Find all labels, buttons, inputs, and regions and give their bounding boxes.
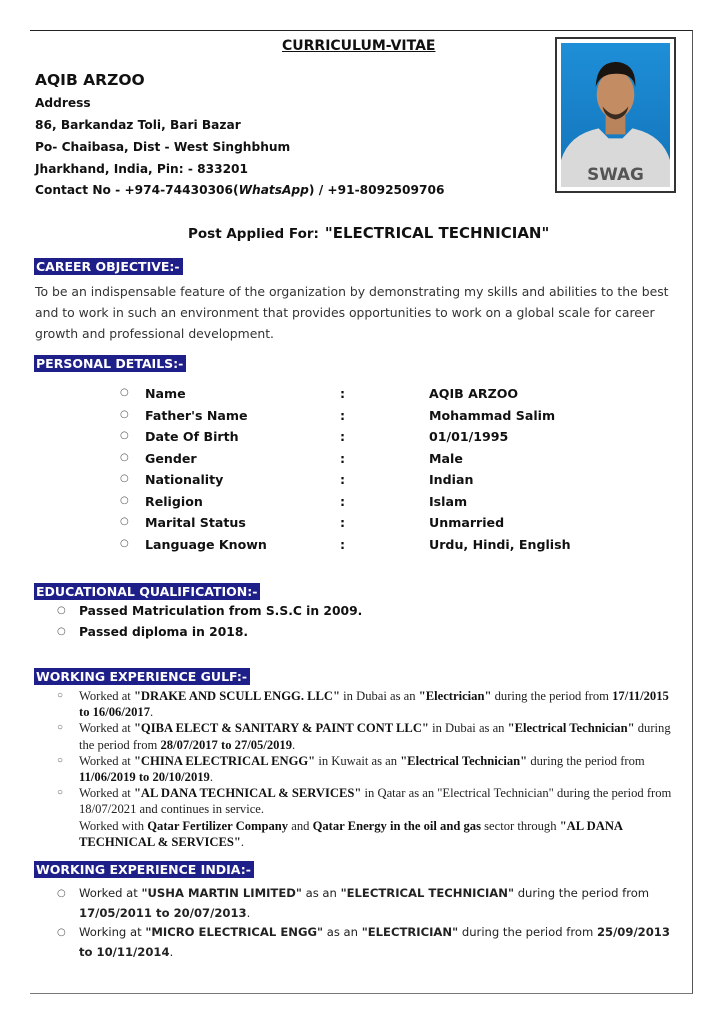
detail-value: 01/01/1995: [429, 429, 509, 444]
india-experience-list: [57, 884, 682, 962]
bullet-icon: ○: [57, 787, 64, 799]
plain-text: .: [209, 770, 213, 785]
detail-label: Nationality: [145, 472, 224, 487]
plain-text: Worked at: [79, 886, 142, 900]
plain-text: in Qatar as an "Electrical Technician" during the period from 18/07/2021 and continues in service.: [79, 786, 672, 817]
plain-text: Worked at: [79, 786, 134, 801]
gulf-experience-list: [57, 688, 682, 850]
photo-shirt-text: SWAG: [587, 164, 644, 185]
detail-label: Gender: [145, 450, 197, 466]
plain-text: as an: [323, 925, 362, 939]
detail-value: Mohammad Salim: [429, 407, 556, 423]
gulf-experience-item: [57, 753, 682, 785]
contact-prefix: Contact No - +974-74430306(: [35, 183, 239, 197]
candidate-name: AQIB ARZOO: [35, 71, 145, 89]
bullet-icon: ○: [120, 516, 129, 527]
detail-colon: :: [340, 515, 346, 530]
detail-colon: :: [340, 407, 346, 423]
emphasis-text: 17/05/2011 to 20/07/2013: [79, 905, 247, 920]
address-line-2: Po- Chaibasa, Dist - West Singhbhum: [35, 140, 291, 154]
bullet-icon: ○: [120, 473, 129, 484]
emphasis-text: "DRAKE AND SCULL ENGG. LLC": [133, 689, 341, 703]
detail-value: Unmarried: [429, 515, 505, 530]
personal-detail-row: [120, 537, 600, 559]
bullet-icon: ○: [120, 408, 129, 420]
detail-value: AQIB ARZOO: [429, 386, 519, 401]
detail-label: Language Known: [145, 536, 267, 552]
plain-text: Worked at: [79, 689, 134, 703]
bullet-icon: ○: [120, 537, 129, 549]
address-line-3: Jharkhand, India, Pin: - 833201: [35, 162, 249, 176]
personal-detail-row: [120, 472, 600, 494]
emphasis-text: Qatar Energy in the oil and gas: [312, 818, 481, 833]
plain-text: .: [240, 834, 245, 849]
personal-detail-row: [120, 386, 600, 408]
detail-value: Male: [429, 450, 463, 466]
plain-text: and: [288, 818, 313, 833]
detail-colon: :: [340, 493, 346, 509]
contact-whatsapp: WhatsApp: [238, 183, 309, 197]
emphasis-text: Qatar Fertilizer Company: [147, 818, 289, 833]
contact-line: [35, 183, 444, 197]
career-objective-text: To be an indispensable feature of the organization by demonstrating my skills and abilities to the best and to work in such an environment that provides opportunities to work on a global scale for career growth and professional development.: [35, 284, 669, 341]
plain-text: in Dubai as an: [428, 721, 508, 736]
plain-text: .: [246, 905, 251, 920]
detail-label: Marital Status: [145, 515, 246, 530]
plain-text: during the period from: [527, 753, 645, 768]
emphasis-text: "AL DANA TECHNICAL & SERVICES": [133, 786, 362, 801]
plain-text: Working at: [79, 925, 146, 939]
bullet-icon: ○: [120, 387, 129, 398]
emphasis-text: "ELECTRICAL TECHNICIAN": [340, 886, 515, 900]
india-experience-heading: WORKING EXPERIENCE INDIA:-: [34, 861, 254, 878]
personal-detail-row: [120, 408, 600, 430]
detail-value: Islam: [429, 493, 468, 509]
detail-colon: :: [340, 429, 346, 444]
plain-text: sector through: [480, 818, 560, 833]
gulf-experience-item: [57, 688, 682, 720]
plain-text: as an: [301, 886, 341, 900]
post-value: "ELECTRICAL TECHNICIAN": [324, 224, 550, 242]
plain-text: Worked at: [79, 753, 134, 768]
personal-details-heading: PERSONAL DETAILS:-: [34, 355, 186, 372]
bullet-icon: ○: [120, 430, 129, 441]
personal-detail-row: [120, 429, 600, 451]
detail-colon: :: [340, 536, 346, 552]
emphasis-text: "Electrical Technician": [507, 721, 635, 736]
emphasis-text: "CHINA ELECTRICAL ENGG": [133, 753, 316, 768]
detail-label: Date Of Birth: [145, 429, 239, 444]
plain-text: in Dubai as an: [340, 689, 419, 703]
personal-detail-row: [120, 494, 600, 516]
personal-detail-row: [120, 515, 600, 537]
emphasis-text: 25/09/2013 to 10/11/2014: [79, 925, 670, 959]
india-experience-item: [57, 884, 682, 923]
gulf-experience-heading: WORKING EXPERIENCE GULF:-: [34, 668, 250, 685]
detail-colon: :: [340, 386, 346, 401]
gulf-experience-extra: [57, 818, 682, 850]
bullet-icon: ○: [120, 494, 129, 506]
personal-detail-row: [120, 451, 600, 473]
personal-details-list: [120, 386, 600, 558]
bullet-icon: ○: [120, 451, 129, 463]
emphasis-text: "AL DANA TECHNICAL & SERVICES": [79, 818, 623, 849]
detail-colon: :: [340, 450, 346, 466]
bullet-icon: ○: [57, 927, 66, 938]
education-text: Passed diploma in 2018.: [79, 625, 249, 639]
plain-text: .: [169, 944, 174, 959]
education-heading: EDUCATIONAL QUALIFICATION:-: [34, 583, 260, 600]
plain-text: during the period from: [514, 886, 650, 900]
plain-text: during the period from: [79, 721, 671, 752]
emphasis-text: 17/11/2015 to 16/06/2017: [79, 689, 669, 720]
plain-text: during the period from: [458, 925, 597, 939]
emphasis-text: "Electrical Technician": [400, 753, 528, 768]
india-experience-item: [57, 923, 682, 962]
emphasis-text: "USHA MARTIN LIMITED": [141, 886, 302, 900]
plain-text: .: [150, 705, 154, 720]
plain-text: during the period from: [491, 689, 613, 703]
address-line-1: 86, Barkandaz Toli, Bari Bazar: [35, 118, 241, 132]
contact-suffix: ) / +91-8092509706: [308, 183, 445, 197]
post-label: Post Applied For:: [188, 226, 319, 242]
detail-value: Urdu, Hindi, English: [429, 536, 571, 552]
bullet-icon: ○: [57, 722, 64, 734]
career-objective-heading: CAREER OBJECTIVE:-: [34, 258, 183, 275]
detail-colon: :: [340, 472, 346, 487]
emphasis-text: "MICRO ELECTRICAL ENGG": [145, 925, 324, 939]
bullet-icon: ○: [57, 888, 66, 899]
emphasis-text: 11/06/2019 to 20/10/2019: [79, 770, 210, 785]
plain-text: Worked with: [79, 818, 148, 833]
post-applied: [188, 224, 549, 242]
bullet-icon: ○: [57, 690, 64, 701]
emphasis-text: 28/07/2017 to 27/05/2019: [160, 737, 293, 752]
bullet-icon: ○: [57, 626, 66, 637]
detail-label: Father's Name: [145, 407, 248, 423]
bullet-icon: ○: [57, 605, 66, 616]
emphasis-text: "ELECTRICIAN": [361, 925, 459, 939]
document-title: CURRICULUM-VITAE: [282, 38, 436, 54]
plain-text: in Kuwait as an: [315, 753, 401, 768]
gulf-experience-item: [57, 720, 682, 752]
detail-label: Name: [145, 386, 186, 401]
education-text: Passed Matriculation from S.S.C in 2009.: [79, 604, 363, 618]
emphasis-text: "QIBA ELECT & SANITARY & PAINT CONT LLC": [133, 721, 429, 736]
plain-text: .: [292, 737, 296, 752]
gulf-experience-item: [57, 785, 682, 817]
detail-label: Religion: [145, 493, 203, 509]
address-label: Address: [35, 96, 91, 110]
profile-photo: [555, 37, 676, 193]
plain-text: Worked at: [79, 721, 134, 736]
detail-value: Indian: [429, 472, 474, 487]
emphasis-text: "Electrician": [418, 689, 492, 703]
bullet-icon: ○: [57, 754, 64, 766]
